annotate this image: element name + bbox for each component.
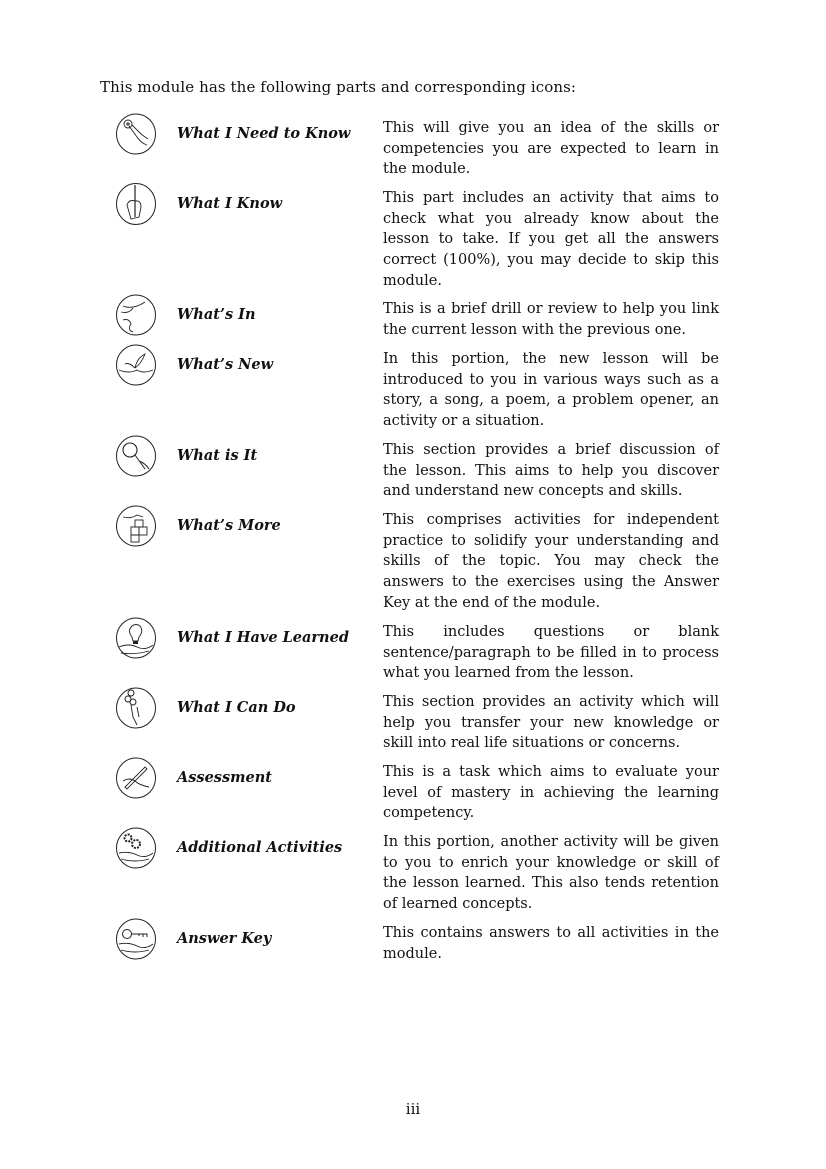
part-label: Assessment (177, 769, 272, 786)
part-description: In this portion, the new lesson will be introduced to you in various ways such as a story, a song, a poem, a problem opener, an activity or a situation. (383, 351, 719, 430)
part-description: In this portion, another activity will be given to you to enrich your knowledge or skill of the lesson learned. This also tends retention of learned concepts. (383, 834, 719, 913)
hand-with-sprout-icon (115, 344, 157, 386)
part-label: What I Know (177, 195, 283, 212)
gears-over-hand-icon (115, 827, 157, 869)
page-number: iii (405, 1100, 421, 1118)
part-description: This section provides an activity which will help you transfer your new knowledge or skill into real life situations or concerns. (383, 694, 719, 752)
part-description: This section provides a brief discussion of the lesson. This aims to help you discover and understand new concepts and skills. (383, 442, 719, 500)
hand-holding-pencil-icon (115, 183, 157, 225)
part-description: This contains answers to all activities in the module. (383, 925, 719, 962)
part-label: What is It (177, 447, 258, 464)
key-in-hand-icon (115, 918, 157, 960)
part-label: What’s In (177, 306, 256, 323)
part-label: What’s New (177, 356, 274, 373)
lightbulb-in-hand-icon (115, 617, 157, 659)
part-label: Additional Activities (177, 839, 343, 856)
stacking-blocks-icon (115, 505, 157, 547)
part-description: This is a brief drill or review to help you link the current lesson with the previous one. (383, 301, 719, 338)
part-description: This includes questions or blank sentence/paragraph to be filled in to process what you learned from the lesson. (383, 624, 719, 682)
part-description: This is a task which aims to evaluate your level of mastery in achieving the learning competency. (383, 764, 719, 822)
part-label: What’s More (177, 517, 281, 534)
hand-with-gears-icon (115, 687, 157, 729)
part-description: This comprises activities for independent practice to solidify your understanding and skills of the topic. You may check the answers to the exercises using the Answer Key at the end of the module. (383, 512, 719, 611)
part-label: What I Need to Know (177, 125, 351, 142)
part-label: Answer Key (177, 930, 272, 947)
intro-text: This module has the following parts and corresponding icons: (100, 78, 577, 96)
pointing-hand-icon (115, 113, 157, 155)
hands-linking-icon (115, 294, 157, 336)
part-description: This will give you an idea of the skills or competencies you are expected to learn in the module. (383, 120, 719, 178)
part-description: This part includes an activity that aims to check what you already know about the lesson to take. If you get all the answers correct (100%), you may decide to skip this module. (383, 190, 719, 289)
hand-writing-icon (115, 757, 157, 799)
part-label: What I Can Do (177, 699, 296, 716)
part-label: What I Have Learned (177, 629, 349, 646)
magnifying-glass-icon (115, 435, 157, 477)
